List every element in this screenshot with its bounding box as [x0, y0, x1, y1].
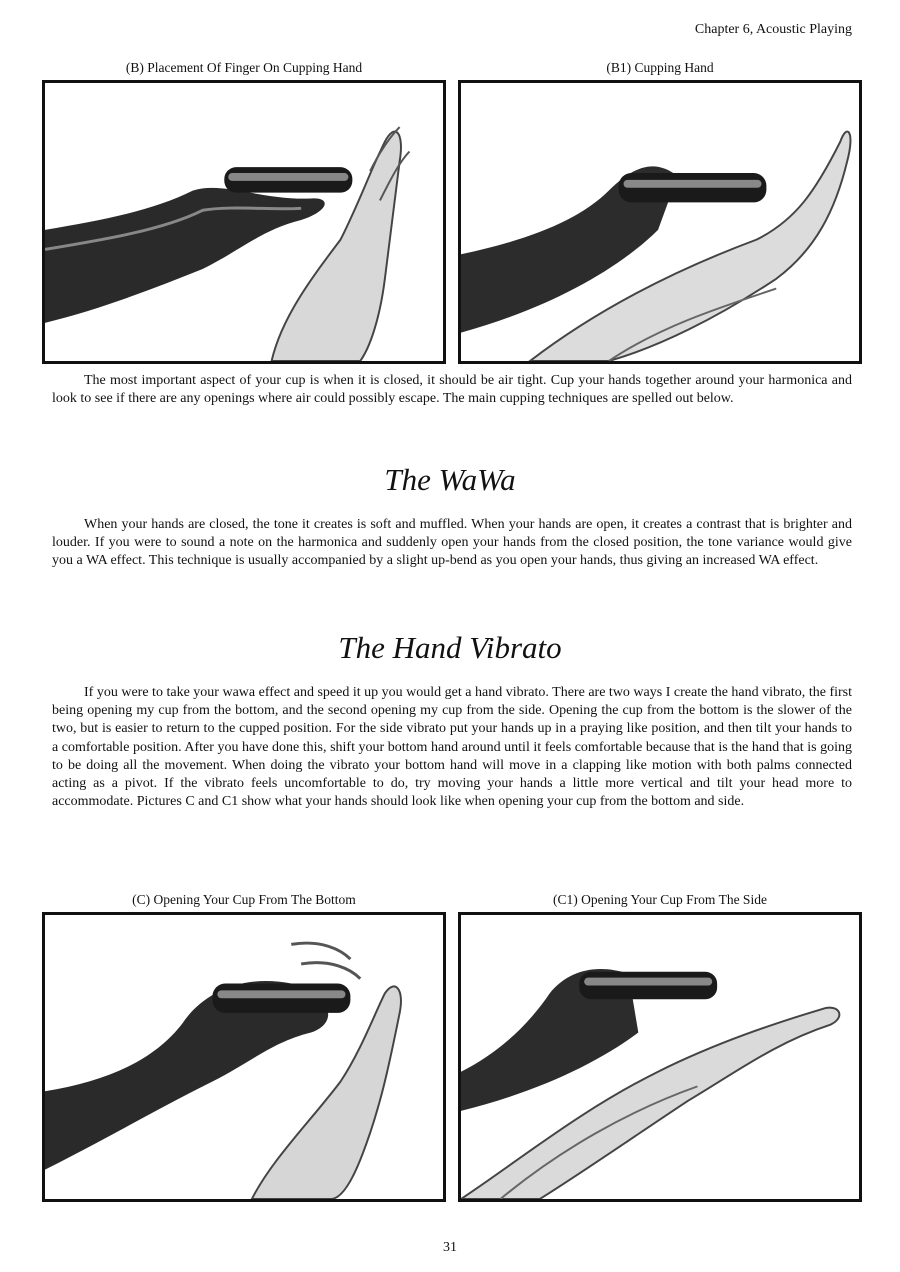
figure-c-caption: (C) Opening Your Cup From The Bottom — [132, 892, 356, 907]
figure-c1-caption: (C1) Opening Your Cup From The Side — [553, 892, 767, 907]
harmonica-hands-image — [461, 915, 859, 1199]
chapter-header: Chapter 6, Acoustic Playing — [694, 22, 852, 37]
harmonica-hands-image — [45, 915, 443, 1199]
figure-b-caption: (B) Placement Of Finger On Cupping Hand — [125, 60, 363, 75]
figure-b1-photo — [458, 80, 862, 364]
figure-b-photo — [42, 80, 446, 364]
hand-vibrato-paragraph: If you were to take your wawa effect and speed it up you would get a hand vibrato. There are two ways I create the hand vibrato, the first being opening my cup from the bottom, and the second opening my cup from the side. Opening the cup from the bottom is the slower of the two, but is easier to return to the cupped position. For the side vibrato put your hands up in a praying like position, and then tilt your hands to a comfortable position. After you have done this, shift your bottom hand around until it feels comfortable because that is the hand that is going to be doing all the movement. When doing the vibrato your bottom hand will move in a clapping like motion with both palms connected acting as a pivot. If the vibrato feels uncomfortable to do, try moving your hands a little more vertical and tilt your head more to accommodate. Pictures C and C1 show what your hands should look like when opening your cup from the bottom and side. — [52, 685, 852, 810]
page-number: 31 — [443, 1240, 457, 1255]
harmonica-hands-image — [461, 83, 859, 361]
wawa-paragraph: When your hands are closed, the tone it creates is soft and muffled. When your hands are open, it creates a contrast that is brighter and louder. If you were to sound a note on the harmonica and suddenly open your hands from the closed position, the tone variance would give you a WA effect. This technique is usually accompanied by a slight up-bend as you open your hands, thus giving an increased WA effect. — [52, 517, 852, 569]
figure-b1-caption: (B1) Cupping Hand — [606, 60, 714, 75]
wawa-heading: The WaWa — [384, 462, 516, 497]
figure-c-photo — [42, 912, 446, 1202]
harmonica-hands-image — [45, 83, 443, 361]
hand-vibrato-heading: The Hand Vibrato — [338, 630, 562, 665]
intro-paragraph: The most important aspect of your cup is when it is closed, it should be air tight. Cup your hands together around your harmonica and look to see if there are any openings where air could possibly escape. The main cupping techniques are spelled out below. — [52, 373, 852, 407]
figure-c1-photo — [458, 912, 862, 1202]
